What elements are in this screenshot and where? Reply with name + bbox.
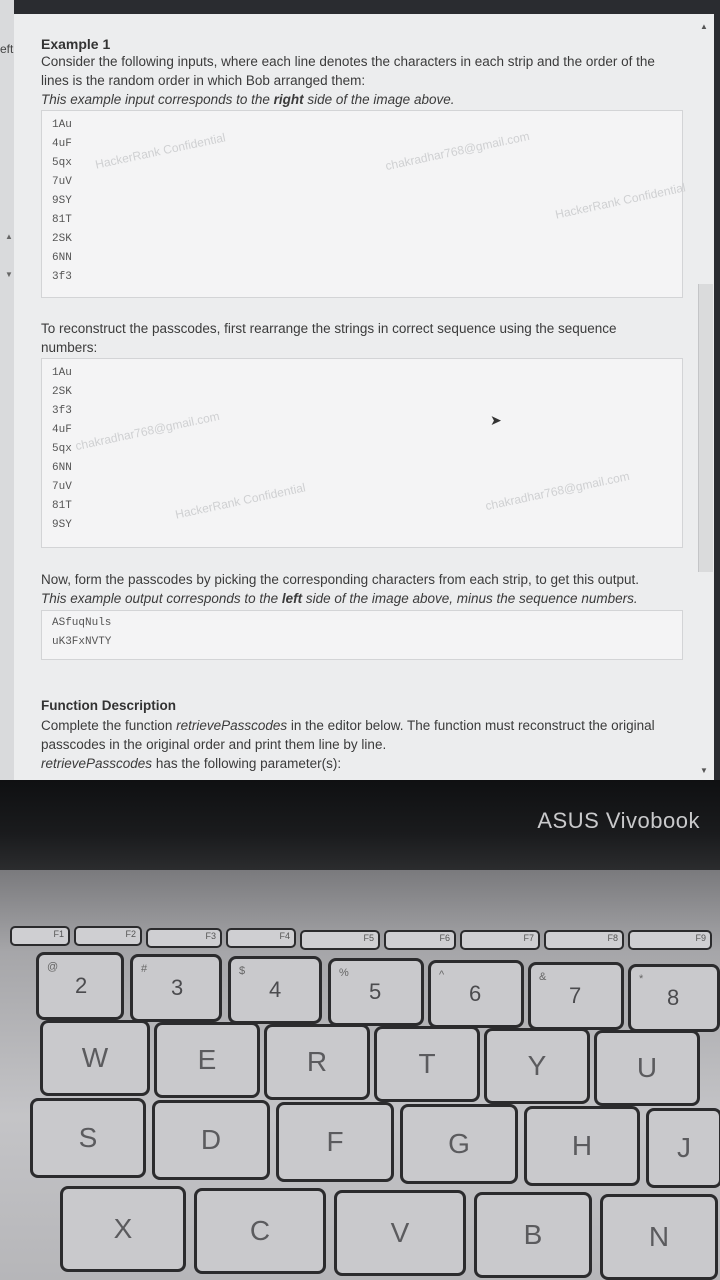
input-line: 3f3 (52, 271, 72, 283)
watermark: chakradhar768@gmail.com (384, 128, 531, 174)
key-f1[interactable]: F1 (10, 926, 70, 946)
input-line: 5qx (52, 157, 72, 169)
input-line: 1Au (52, 119, 72, 131)
sorted-line: 81T (52, 500, 72, 512)
key-y[interactable]: Y (484, 1028, 590, 1104)
key-2[interactable]: @ 2 (36, 952, 124, 1020)
key-f5[interactable]: F5 (300, 930, 380, 950)
key-f2[interactable]: F2 (74, 926, 142, 946)
problem-statement-panel (14, 14, 714, 784)
left-sidebar-edge (0, 0, 14, 800)
output-line: ASfuqNuls (52, 617, 112, 629)
input-line: 9SY (52, 195, 72, 207)
reconstruct-line-1: To reconstruct the passcodes, first rearrange the strings in correct sequence using the sequence (41, 321, 617, 336)
func-line-2: passcodes in the original order and print them line by line. (41, 737, 387, 752)
form-text (41, 570, 691, 608)
collapse-up-icon[interactable]: ▲ (5, 232, 13, 241)
key-f3[interactable]: F3 (146, 928, 222, 948)
watermark: chakradhar768@gmail.com (74, 408, 221, 454)
reconstruct-text (41, 319, 691, 357)
key-c[interactable]: C (194, 1188, 326, 1274)
key-u[interactable]: U (594, 1030, 700, 1106)
keyboard-deck (0, 870, 720, 1280)
key-f9[interactable]: F9 (628, 930, 712, 950)
mouse-cursor-icon: ➤ (490, 412, 502, 428)
input-line: 2SK (52, 233, 72, 245)
key-5[interactable]: % 5 (328, 958, 424, 1026)
watermark: HackerRank Confidential (173, 480, 307, 522)
key-r[interactable]: R (264, 1024, 370, 1100)
watermark: HackerRank Confidential (553, 180, 687, 222)
key-8[interactable]: * 8 (628, 964, 720, 1032)
function-description-text (41, 716, 691, 773)
output-note: This example output corresponds to the left side of the image above, minus the sequence numbers. (41, 591, 638, 606)
function-description-title: Function Description (41, 698, 176, 713)
key-g[interactable]: G (400, 1104, 518, 1184)
key-6[interactable]: ^ 6 (428, 960, 524, 1028)
key-n[interactable]: N (600, 1194, 718, 1280)
func-line-1: Complete the function retrievePasscodes in the editor below. The function must reconstruct the original (41, 718, 655, 733)
sorted-line: 5qx (52, 443, 72, 455)
watermark: chakradhar768@gmail.com (484, 468, 631, 514)
input-line: 7uV (52, 176, 72, 188)
sorted-line: 6NN (52, 462, 72, 474)
intro-line-1: Consider the following inputs, where each line denotes the characters in each strip and the order of the (41, 54, 655, 69)
vertical-scrollbar[interactable] (698, 284, 713, 572)
key-s[interactable]: S (30, 1098, 146, 1178)
key-d[interactable]: D (152, 1100, 270, 1180)
laptop-brand-logo: ASUS Vivobook (537, 808, 700, 833)
intro-line-2: lines is the random order in which Bob arranged them: (41, 73, 366, 88)
input-line: 4uF (52, 138, 72, 150)
sorted-line: 3f3 (52, 405, 72, 417)
example-title: Example 1 (41, 36, 111, 52)
func-line-3: retrievePasscodes has the following parameter(s): (41, 756, 342, 771)
collapse-down-icon[interactable]: ▼ (5, 270, 13, 279)
key-j[interactable]: J (646, 1108, 720, 1188)
sample-output-box (41, 610, 683, 660)
key-b[interactable]: B (474, 1192, 592, 1278)
scroll-up-icon[interactable]: ▲ (700, 22, 708, 31)
left-tab-label: eft (0, 42, 14, 56)
sorted-line: 7uV (52, 481, 72, 493)
reconstruct-line-2: numbers: (41, 340, 98, 355)
key-x[interactable]: X (60, 1186, 186, 1272)
key-f4[interactable]: F4 (226, 928, 296, 948)
key-v[interactable]: V (334, 1190, 466, 1276)
intro-text (41, 52, 691, 109)
sorted-line: 9SY (52, 519, 72, 531)
sorted-line: 1Au (52, 367, 72, 379)
key-f8[interactable]: F8 (544, 930, 624, 950)
watermark: HackerRank Confidential (93, 130, 227, 172)
key-f[interactable]: F (276, 1102, 394, 1182)
input-line: 81T (52, 214, 72, 226)
key-f6[interactable]: F6 (384, 930, 456, 950)
input-note: This example input corresponds to the right side of the image above. (41, 92, 455, 107)
key-w[interactable]: W (40, 1020, 150, 1096)
sorted-line: 4uF (52, 424, 72, 436)
output-line: uK3FxNVTY (52, 636, 112, 648)
input-line: 6NN (52, 252, 72, 264)
key-7[interactable]: & 7 (528, 962, 624, 1030)
scroll-down-icon[interactable]: ▼ (700, 766, 708, 775)
key-4[interactable]: $ 4 (228, 956, 322, 1024)
key-3[interactable]: # 3 (130, 954, 222, 1022)
sorted-strips-box (41, 358, 683, 548)
key-f7[interactable]: F7 (460, 930, 540, 950)
form-line: Now, form the passcodes by picking the corresponding characters from each strip, to get this output. (41, 572, 640, 587)
key-t[interactable]: T (374, 1026, 480, 1102)
key-e[interactable]: E (154, 1022, 260, 1098)
key-h[interactable]: H (524, 1106, 640, 1186)
sorted-line: 2SK (52, 386, 72, 398)
